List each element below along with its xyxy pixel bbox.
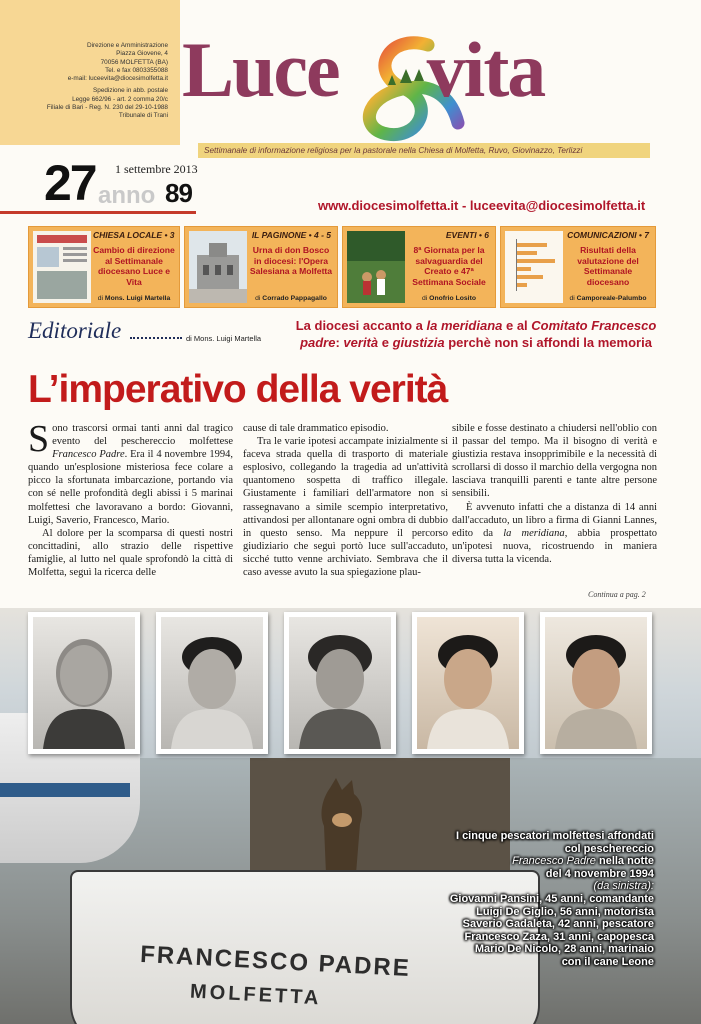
portrait-3	[284, 612, 396, 754]
crew-line: Francesco Zaza, 31 anni, capopesca	[464, 930, 654, 943]
section-author	[249, 295, 333, 302]
caption-line: col peschereccio	[564, 842, 654, 855]
issue-year: 89	[165, 178, 192, 208]
section-teaser-comunicazioni[interactable]	[500, 226, 656, 308]
website-link[interactable]: www.diocesimolfetta.it - luceevita@diocesimolfetta.it	[318, 198, 646, 213]
section-teaser-paginone[interactable]	[184, 226, 338, 308]
masthead-tagline: Settimanale di informazione religiosa per la pastorale nella Chiesa di Molfetta, Ruvo, Giovinazzo, Terlizzi	[198, 143, 650, 158]
editorial-dots	[130, 337, 182, 339]
newspaper-thumbnail	[33, 231, 91, 303]
imprint-line: Filiale di Bari - Reg. N. 230 del 29-10-1988	[46, 104, 168, 112]
imprint-line: Direzione e Amministrazione	[87, 42, 168, 49]
nature-photo	[347, 231, 405, 303]
crew-line: con il cane Leone	[561, 955, 654, 968]
drop-cap: S	[28, 418, 50, 460]
section-author	[93, 295, 175, 302]
logo-text-luce: Luce	[182, 26, 339, 113]
imprint-line: Spedizione in abb. postale	[93, 87, 168, 95]
section-head: EVENTI • 6	[445, 230, 489, 240]
section-title: 8ª Giornata per la salvaguardia del Creato e 47ª Settimana Sociale	[412, 245, 486, 287]
issue-number: 27	[44, 155, 96, 211]
crew-line: Mario De Nicolo, 28 anni, marinaio	[474, 943, 654, 956]
article-paragraph: sibile e fosse destinato a chiudersi nell'oblio con il passar del tempo. Ma il bisogno di verità e giustizia restava insopprimibile e la necessità di scrollarsi di dosso il marchio della vergogna non lasciava tranquilli parenti e tante altre persone sensibili.	[452, 423, 657, 500]
editorial-label: Editoriale	[28, 318, 122, 343]
photo-caption	[396, 830, 654, 969]
issue-date: 1 settembre 2013	[115, 162, 198, 176]
author-prefix: di	[421, 295, 428, 302]
section-teaser-eventi[interactable]	[342, 226, 496, 308]
caption-order: (da sinistra):	[593, 880, 654, 893]
issue-rule	[0, 211, 196, 214]
imprint-line: Piazza Giovene, 4	[116, 50, 168, 58]
article-column-1: Sono trascorsi ormai tanti anni dal tragico evento del peschereccio molfettese Francesco Padre. Era il 4 novembre 1994, quando un'esplosione misteriosa fece colare a picco la sfortunata imbarcazione, portando via con sé nelle profondità degli abissi i 5 marinai molfettesi che lavoravano a bordo: Giovanni, Luigi, Saverio, Francesco, Mario. Al dolore per la scomparsa di questi nostri concittadini, allo strazio delle rispettive famiglie, al lutto nel quale sprofondò la città di Molfetta, seguì la ricerca delle	[28, 418, 233, 579]
author-prefix: di	[97, 295, 104, 302]
author-name: Camporeale-Palumbo	[576, 295, 647, 302]
crew-line: Saverio Gadaleta, 42 anni, pescatore	[462, 918, 654, 931]
article-column-2	[243, 422, 448, 579]
author-prefix: di	[255, 295, 261, 302]
editorial-author: di Mons. Luigi Martella	[186, 334, 262, 343]
author-name: Onofrio Losito	[429, 295, 476, 302]
section-title: Urna di don Bosco in diocesi: l'Opera Salesiana a Molfetta	[249, 245, 333, 276]
article-paragraph: Al dolore per la scomparsa di questi nostri concittadini, allo strazio delle rispettive famiglie, al lutto nel quale sprofondò la città di Molfetta, seguì la ricerca delle	[28, 527, 233, 579]
section-teaser-chiesa-locale[interactable]	[28, 226, 180, 308]
caption-line: nella notte	[598, 855, 654, 868]
editorial-deck: La diocesi accanto a la meridiana e al Comitato Francesco padre: verità e giustizia perchè non si affondi la memoria	[295, 318, 657, 350]
caption-boat-name: Francesco Padre	[512, 855, 596, 868]
portrait-4	[412, 612, 524, 754]
portrait-2	[156, 612, 268, 754]
left-boat-stripe	[0, 783, 130, 797]
imprint	[18, 42, 168, 121]
chart-thumbnail	[505, 231, 563, 303]
continue-link[interactable]: Continua a pag. 2	[588, 590, 646, 599]
section-author	[565, 295, 651, 302]
section-head: CHIESA LOCALE • 3	[93, 230, 175, 240]
boat-name: FRANCESCO PADRE	[139, 940, 412, 983]
editorial-headline: L’imperativo della verità	[28, 368, 448, 411]
imprint-line: Tribunale di Trani	[118, 112, 168, 120]
section-head: IL PAGINONE • 4 - 5	[251, 230, 331, 240]
logo-text-vita: vita	[426, 26, 545, 113]
article-column-3: sibile e fosse destinato a chiudersi nell'oblio con il passar del tempo. Ma il bisogno di verità e giustizia restava insopprimibile e la necessità di scrollarsi di dosso il marchio della vergogna non lasciava tranquilli parenti e tante altre persone sensibili. È avvenuto infatti che a distanza di 14 anni dall'accaduto, un libro a firma di Gianni Lannes, edito da la meridiana, abbia prospettato un'ipotesi nuova, ricostruendo in maniera diversa tutta la vicenda.	[452, 423, 657, 565]
author-name: Mons. Luigi Martella	[104, 295, 171, 302]
section-head: COMUNICAZIONI • 7	[567, 230, 649, 240]
portrait-5	[540, 612, 652, 754]
caption-line: del 4 novembre 1994	[545, 867, 654, 880]
section-title: Cambio di direzione al Settimanale diocesano Luce e Vita	[93, 245, 175, 287]
boat-port: MOLFETTA	[189, 980, 322, 1010]
crew-line: Giovanni Pansini, 45 anni, comandante	[449, 892, 654, 905]
section-title: Risultati della valutazione del Settimanale diocesano	[577, 245, 639, 287]
author-name: Corrado Pappagallo	[262, 295, 327, 302]
crew-line: Luigi De Giglio, 56 anni, motorista	[476, 905, 654, 918]
caption-line: I cinque pescatori molfettesi affondati	[455, 830, 654, 842]
imprint-line: e-mail: luceevita@diocesimolfetta.it	[67, 75, 168, 83]
imprint-line: Tel. e fax 0803355088	[105, 66, 168, 74]
article-paragraph: cause di tale drammatico episodio.	[243, 423, 389, 434]
imprint-line: Legge 662/96 - art. 2 comma 20/c	[72, 95, 168, 103]
imprint-line: 70056 MOLFETTA (BA)	[100, 58, 168, 66]
portrait-1	[28, 612, 140, 754]
article-paragraph: Tra le varie ipotesi accampate inizialmente si faceva strada quella di trasporto di materiale esplosivo, collegando la tragedia ad un'attività quantomeno sospetta di traffico illegale. Giustamente i familiari dell'armatore non si rassegnavano a simile scempio interpretativo, attivandosi per allontanare ogni ombra di dubbio in questo senso. Ma neppure il percorso giudiziario che seguì portò luce sull'accaduto, sicché tutto venne archiviato. Sembrava che il caso avesse avuto la sua spiegazione plau-	[243, 436, 448, 579]
church-photo	[189, 231, 247, 303]
issue-anno-label: anno	[98, 182, 156, 209]
masthead-logo	[180, 25, 680, 145]
author-prefix: di	[569, 295, 575, 302]
section-author	[407, 295, 491, 302]
